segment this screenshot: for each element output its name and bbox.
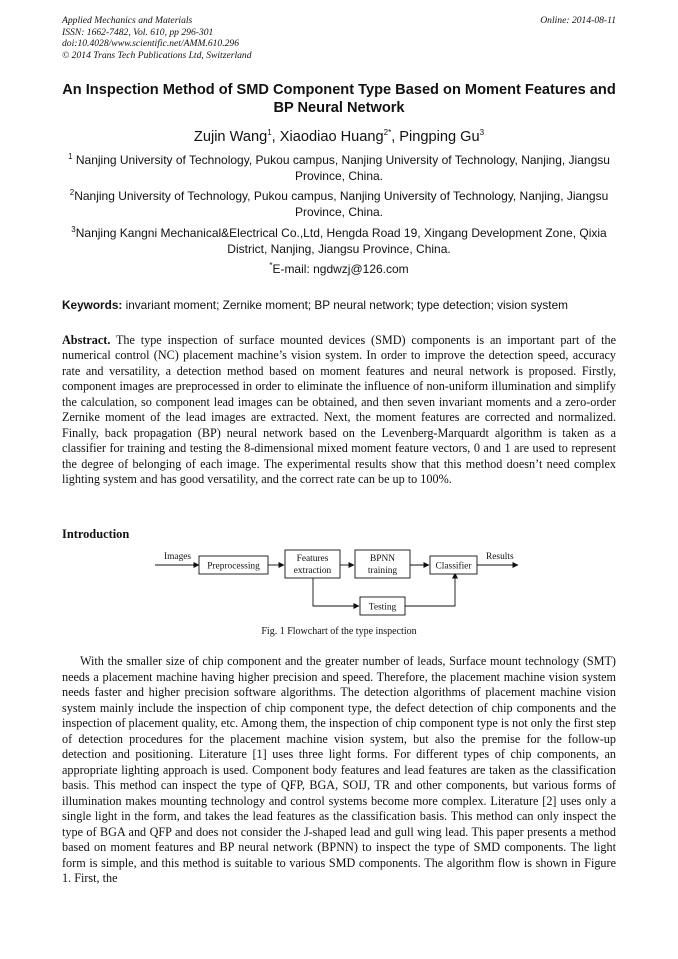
section-heading-introduction: Introduction <box>62 527 130 541</box>
affiliation-3 <box>62 226 616 257</box>
results-label: Results <box>486 552 514 562</box>
author-name: Zujin Wang <box>193 129 268 145</box>
online-date: Online: 2014-08-11 <box>540 15 616 26</box>
journal-header <box>62 15 616 61</box>
email-text[interactable]: E-mail: ngdwzj@126.com <box>272 262 409 276</box>
introduction-paragraph <box>62 654 616 887</box>
doi-line[interactable]: doi:10.4028/www.scientific.net/AMM.610.296 <box>62 38 240 50</box>
keywords <box>62 298 616 313</box>
keywords-text: invariant moment; Zernike moment; BP neural network; type detection; vision system <box>122 298 568 312</box>
figure-caption: Fig. 1 Flowchart of the type inspection <box>261 626 417 637</box>
author-affiliation-mark: 3 <box>479 128 485 138</box>
affiliation-2 <box>62 189 616 220</box>
email-mark: * <box>269 261 273 270</box>
affiliation-mark: 3 <box>71 225 76 234</box>
author-list <box>62 128 616 146</box>
affiliation-mark: 1 <box>68 152 73 161</box>
issn-line: ISSN: 1662-7482, Vol. 610, pp 296-301 <box>62 26 214 38</box>
affiliation-mark: 2 <box>69 188 75 197</box>
classifier-label: Classifier <box>435 561 472 572</box>
affiliation-text: Nanjing University of Technology, Pukou campus, Nanjing University of Technology, Nanjing, Jiangsu Province, China. <box>72 153 610 183</box>
author-separator: , <box>271 129 280 145</box>
paper-title: An Inspection Method of SMD Component Type Based on Moment Features and BP Neural Network <box>62 82 616 116</box>
affiliation-text: Nanjing University of Technology, Pukou campus, Nanjing University of Technology, Nanjing, Jiangsu Province, China. <box>74 189 609 219</box>
testing-label: Testing <box>368 602 397 613</box>
abstract-label: Abstract. <box>62 333 111 347</box>
affiliation-1 <box>62 153 616 184</box>
images-label: Images <box>164 552 192 562</box>
affiliation-text: Nanjing Kangni Mechanical&Electrical Co.,Ltd, Hengda Road 19, Xingang Development Zone, Qixia District, Nanjing, Jiangsu Province, China. <box>75 226 607 256</box>
author-separator: , <box>391 129 400 145</box>
journal-name: Applied Mechanics and Materials <box>62 15 193 26</box>
bpnn-label-line2: training <box>367 566 398 576</box>
author-name: Pingping Gu <box>399 129 480 145</box>
keywords-label: Keywords: <box>62 298 123 312</box>
bpnn-label-line1: BPNN <box>369 554 396 564</box>
abstract-text: The type inspection of surface mounted devices (SMD) components is an important part of the numerical control (NC) placement machine’s vision system. In order to improve the detection speed, accuracy rate and versatility, a detection method based on moment features and neural network is proposed. Firstly, component images are preprocessed in order to eliminate the influence of non-uniform illumination and simplify the calculation, so component lead images can be obtained, and then seven invariant moments and a zero-order Zernike moment of the lead images are extracted. Next, the moment features are corrected and normalized. Finally, back propagation (BP) neural network based on the Levenberg-Marquardt algorithm is taken as a classifier for training and testing the 8-dimensional mixed moment feature vectors, 0 and 1 are used to represent the degree of belonging of each image. The experimental results show that this method doesn’t need complex lighting system and has good versatility, and the correct rate can be up to 100%. <box>62 333 616 487</box>
flowchart-figure <box>0 540 678 620</box>
introduction-text: With the smaller size of chip component and the greater number of leads, Surface mount technology (SMT) needs a placement machine having higher precision and speed. Therefore, the placement machine vision system needs faster and higher precision software algorithms. The detection algorithms of placement machine vision system mainly include the inspection of chip component type, the defect detection of chip components and the inspection of placement quality, etc. Among them, the inspection of chip component type is not only the first step of detection procedures for the placement machine vision system, but also the premise for the follow-up detection and positioning. Literature [1] uses three light forms. For different types of chip components, an appropriate lighting approach is used. Component body features and lead features are taken as the classification basis. This method can inspect the type of QFP, BGA, SOIJ, TR and other components, but various forms of illumination makes mounting technology and control systems become more complex. Literature [2] uses only a single light in the form, and takes the lead features as the classification basis. This method can only inspect the type of BGA and QFP and does not consider the J-shaped lead and gull wing lead. This paper presents a method based on moment features and BP neural network (BPNN) to inspect the type of SMD components. The light form is simple, and this method is suitable to various SMD components. The algorithm flow is shown in Figure 1. First, the <box>62 654 616 885</box>
author-name: Xiaodiao Huang <box>279 129 384 145</box>
arrow-testing-to-classifier <box>405 573 455 606</box>
corresponding-email <box>62 262 616 277</box>
author-affiliation-mark: 1 <box>267 128 272 138</box>
arrow-features-to-testing <box>313 578 359 606</box>
copyright-line: © 2014 Trans Tech Publications Ltd, Switzerland <box>62 49 252 61</box>
features-label-line2: extraction <box>293 566 332 576</box>
features-label-line1: Features <box>296 554 329 564</box>
preprocessing-label: Preprocessing <box>207 561 260 572</box>
abstract <box>62 333 616 488</box>
author-affiliation-mark: 2* <box>383 128 392 138</box>
